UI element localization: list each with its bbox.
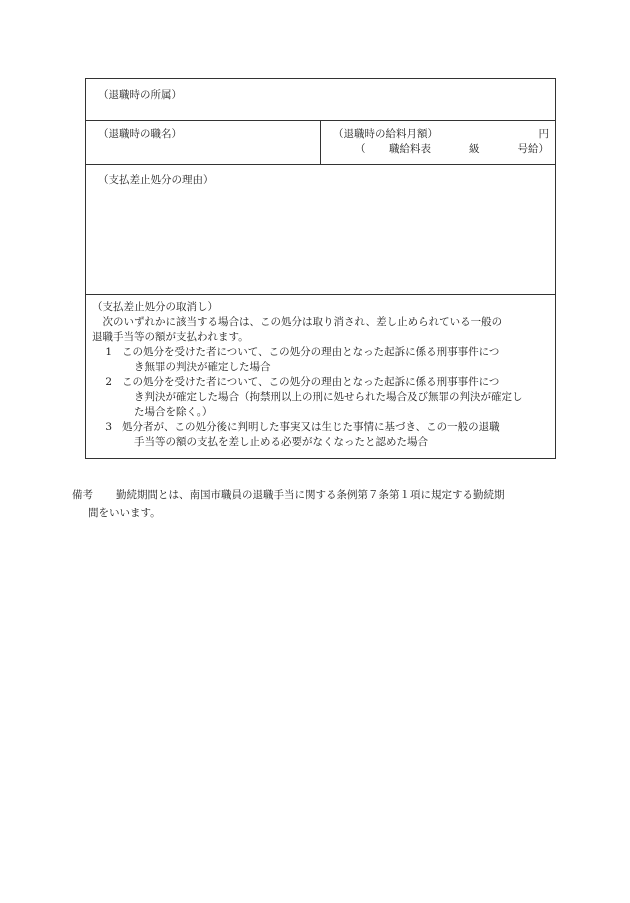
cancellation-intro-line2: 退職手当等の額が支払われます。: [92, 331, 249, 343]
item-number: 2: [105, 376, 112, 388]
cancellation-heading: （支払差止処分の取消し）: [92, 301, 218, 313]
salary-paren-open: （: [355, 143, 366, 155]
salary-yen: 円: [538, 128, 549, 140]
remarks-note: [72, 486, 562, 522]
item-line: た場合を除く。）: [134, 406, 213, 418]
item-line: き判決が確定した場合（拘禁刑以上の刑に処せられた場合及び無罪の判決が確定し: [134, 391, 523, 403]
reason-label: （支払差止処分の理由）: [98, 174, 214, 186]
item-line: 処分者が、この処分後に判明した事実又は生じた事情に基づき、この一般の退職: [122, 421, 500, 433]
item-line: 手当等の額の支払を差し止める必要がなくなったと認めた場合: [134, 436, 428, 448]
salary-table-label: 職給料表: [389, 143, 431, 155]
item-number: 1: [105, 346, 112, 358]
position-cell: [86, 121, 321, 165]
remarks-line1: 勤続期間とは、南国市職員の退職手当に関する条例第７条第１項に規定する勤続期: [116, 489, 505, 501]
affiliation-label: （退職時の所属）: [98, 89, 182, 101]
form-table: [85, 78, 556, 459]
cancellation-intro-line1: 次のいずれかに該当する場合は、この処分は取り消され、差し止められている一般の: [102, 316, 503, 328]
remarks-label: 備考: [72, 489, 93, 501]
reason-cell: [86, 165, 556, 295]
cancellation-cell: [86, 295, 556, 459]
position-label: （退職時の職名）: [98, 128, 182, 140]
cancellation-item-2: [92, 375, 549, 420]
salary-grade: 級: [469, 143, 480, 155]
cancellation-item-1: [92, 345, 549, 375]
remarks-line2: 間をいいます。: [88, 507, 161, 519]
item-line: き無罪の判決が確定した場合: [134, 361, 271, 373]
item-line: この処分を受けた者について、この処分の理由となった起訴に係る刑事事件につ: [122, 346, 500, 358]
salary-cell: [321, 121, 556, 165]
item-line: この処分を受けた者について、この処分の理由となった起訴に係る刑事事件につ: [122, 376, 500, 388]
affiliation-cell: [86, 79, 556, 121]
salary-label: （退職時の給料月額）: [333, 128, 438, 140]
item-number: 3: [105, 421, 112, 433]
salary-step: 号給）: [517, 143, 549, 155]
cancellation-item-3: [92, 420, 549, 450]
